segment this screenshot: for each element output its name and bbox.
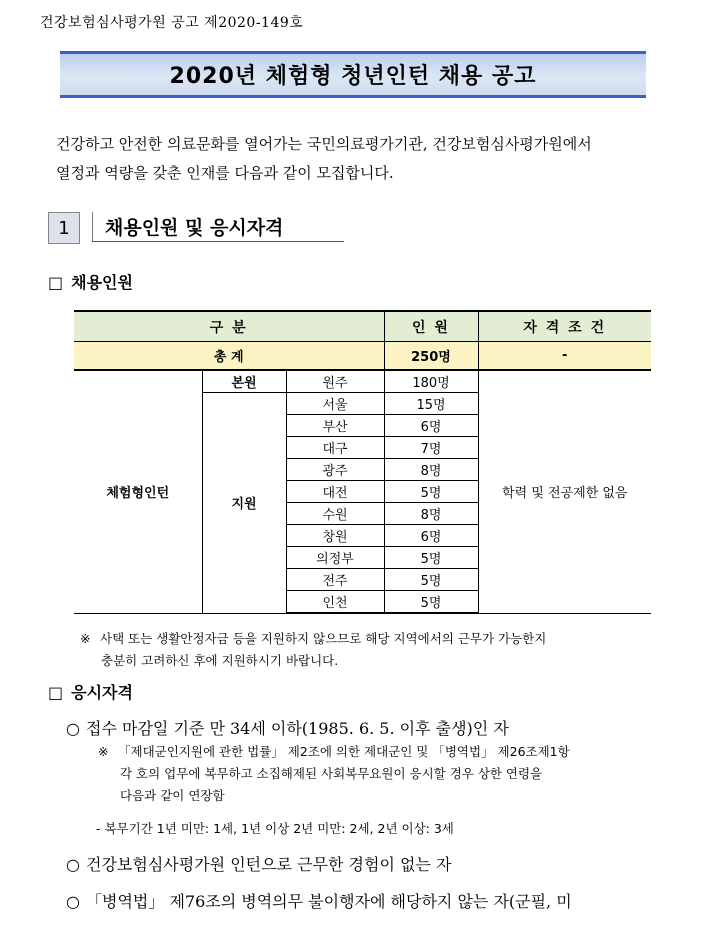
- total-count: 250명: [384, 342, 478, 371]
- location-cell: 부산: [286, 415, 384, 437]
- reference-mark-icon: ※: [98, 744, 109, 759]
- count-cell: 8명: [384, 503, 478, 525]
- count-cell: 15명: [384, 393, 478, 415]
- circle-bullet-icon: ○: [66, 855, 80, 874]
- table-row: [74, 370, 651, 393]
- count-cell: 5명: [384, 569, 478, 591]
- page-title: 2020년 체험형 청년인턴 채용 공고: [169, 64, 537, 89]
- count-cell: 5명: [384, 481, 478, 503]
- location-cell: 전주: [286, 569, 384, 591]
- intro-line-1: 건강하고 안전한 의료문화를 열어가는 국민의료평가기관, 건강보험심사평가원에서: [56, 135, 592, 153]
- section-number: 1: [48, 212, 80, 244]
- header-category: 구 분: [74, 311, 384, 342]
- qualification-heading: [48, 680, 133, 703]
- location-cell: 대전: [286, 481, 384, 503]
- count-cell: 5명: [384, 591, 478, 614]
- qualification-item: [66, 852, 451, 875]
- recruit-heading-text: 채용인원: [71, 273, 133, 292]
- age-extension-note: [98, 741, 664, 807]
- count-cell: 7명: [384, 437, 478, 459]
- qualification-item: [66, 889, 572, 912]
- qualification-item-text: 「병역법」 제76조의 병역의무 불이행자에 해당하지 않는 자(군필, 미: [86, 892, 572, 911]
- qualification-item-text: 접수 마감일 기준 만 34세 이하(1985. 6. 5. 이후 출생)인 자: [86, 719, 509, 738]
- location-cell: 서울: [286, 393, 384, 415]
- note-line-1: 사택 또는 생활안정자금 등을 지원하지 않으므로 해당 지역에서의 근무가 가능한지: [100, 631, 547, 646]
- table-total-row: [74, 342, 651, 371]
- location-cell: 광주: [286, 459, 384, 481]
- condition-cell: 학력 및 전공제한 없음: [478, 370, 651, 613]
- service-period-detail: - 복무기간 1년 미만: 1세, 1년 이상 2년 미만: 2세, 2년 이상: 3세: [96, 821, 454, 836]
- qualification-heading-text: 응시자격: [71, 683, 133, 702]
- qualification-item-text: 건강보험심사평가원 인턴으로 근무한 경험이 없는 자: [86, 855, 452, 874]
- title-banner: [60, 51, 646, 98]
- location-cell: 수원: [286, 503, 384, 525]
- main-office-label: 본원: [202, 370, 286, 393]
- count-cell: 8명: [384, 459, 478, 481]
- header-condition: 자 격 조 건: [478, 311, 651, 342]
- recruit-note: [80, 628, 670, 672]
- location-cell: 원주: [286, 370, 384, 393]
- location-cell: 인천: [286, 591, 384, 614]
- table-header-row: [74, 311, 651, 342]
- checkbox-square-icon: □: [48, 273, 64, 292]
- category-cell: 체험형인턴: [74, 370, 202, 613]
- total-label: 총 계: [74, 342, 384, 371]
- count-cell: 6명: [384, 415, 478, 437]
- location-cell: 창원: [286, 525, 384, 547]
- checkbox-square-icon: □: [48, 683, 64, 702]
- intro-line-2: 열정과 역량을 갖춘 인재를 다음과 같이 모집합니다.: [56, 164, 394, 182]
- section-title: 채용인원 및 응시자격: [92, 212, 344, 242]
- reference-mark-icon: ※: [80, 631, 91, 646]
- location-cell: 대구: [286, 437, 384, 459]
- total-condition: -: [478, 342, 651, 371]
- branch-label: 지원: [202, 393, 286, 614]
- note-line-2: 충분히 고려하신 후에 지원하시기 바랍니다.: [101, 653, 339, 668]
- recruit-table: [74, 310, 651, 614]
- circle-bullet-icon: ○: [66, 719, 80, 738]
- recruit-heading: [48, 270, 133, 293]
- note-line-1: 「제대군인지원에 관한 법률」 제2조에 의한 제대군인 및 「병역법」 제26조제1항: [118, 744, 570, 759]
- location-cell: 의정부: [286, 547, 384, 569]
- count-cell: 5명: [384, 547, 478, 569]
- note-line-2: 각 호의 업무에 복무하고 소집해제된 사회복무요원이 응시할 경우 상한 연령을: [120, 766, 543, 781]
- header-count: 인 원: [384, 311, 478, 342]
- note-line-3: 다음과 같이 연장함: [120, 788, 225, 803]
- qualification-item: [66, 716, 509, 739]
- intro-paragraph: [56, 130, 666, 188]
- document-number: 건강보험심사평가원 공고 제2020-149호: [40, 15, 304, 31]
- count-cell: 6명: [384, 525, 478, 547]
- circle-bullet-icon: ○: [66, 892, 80, 911]
- count-cell: 180명: [384, 370, 478, 393]
